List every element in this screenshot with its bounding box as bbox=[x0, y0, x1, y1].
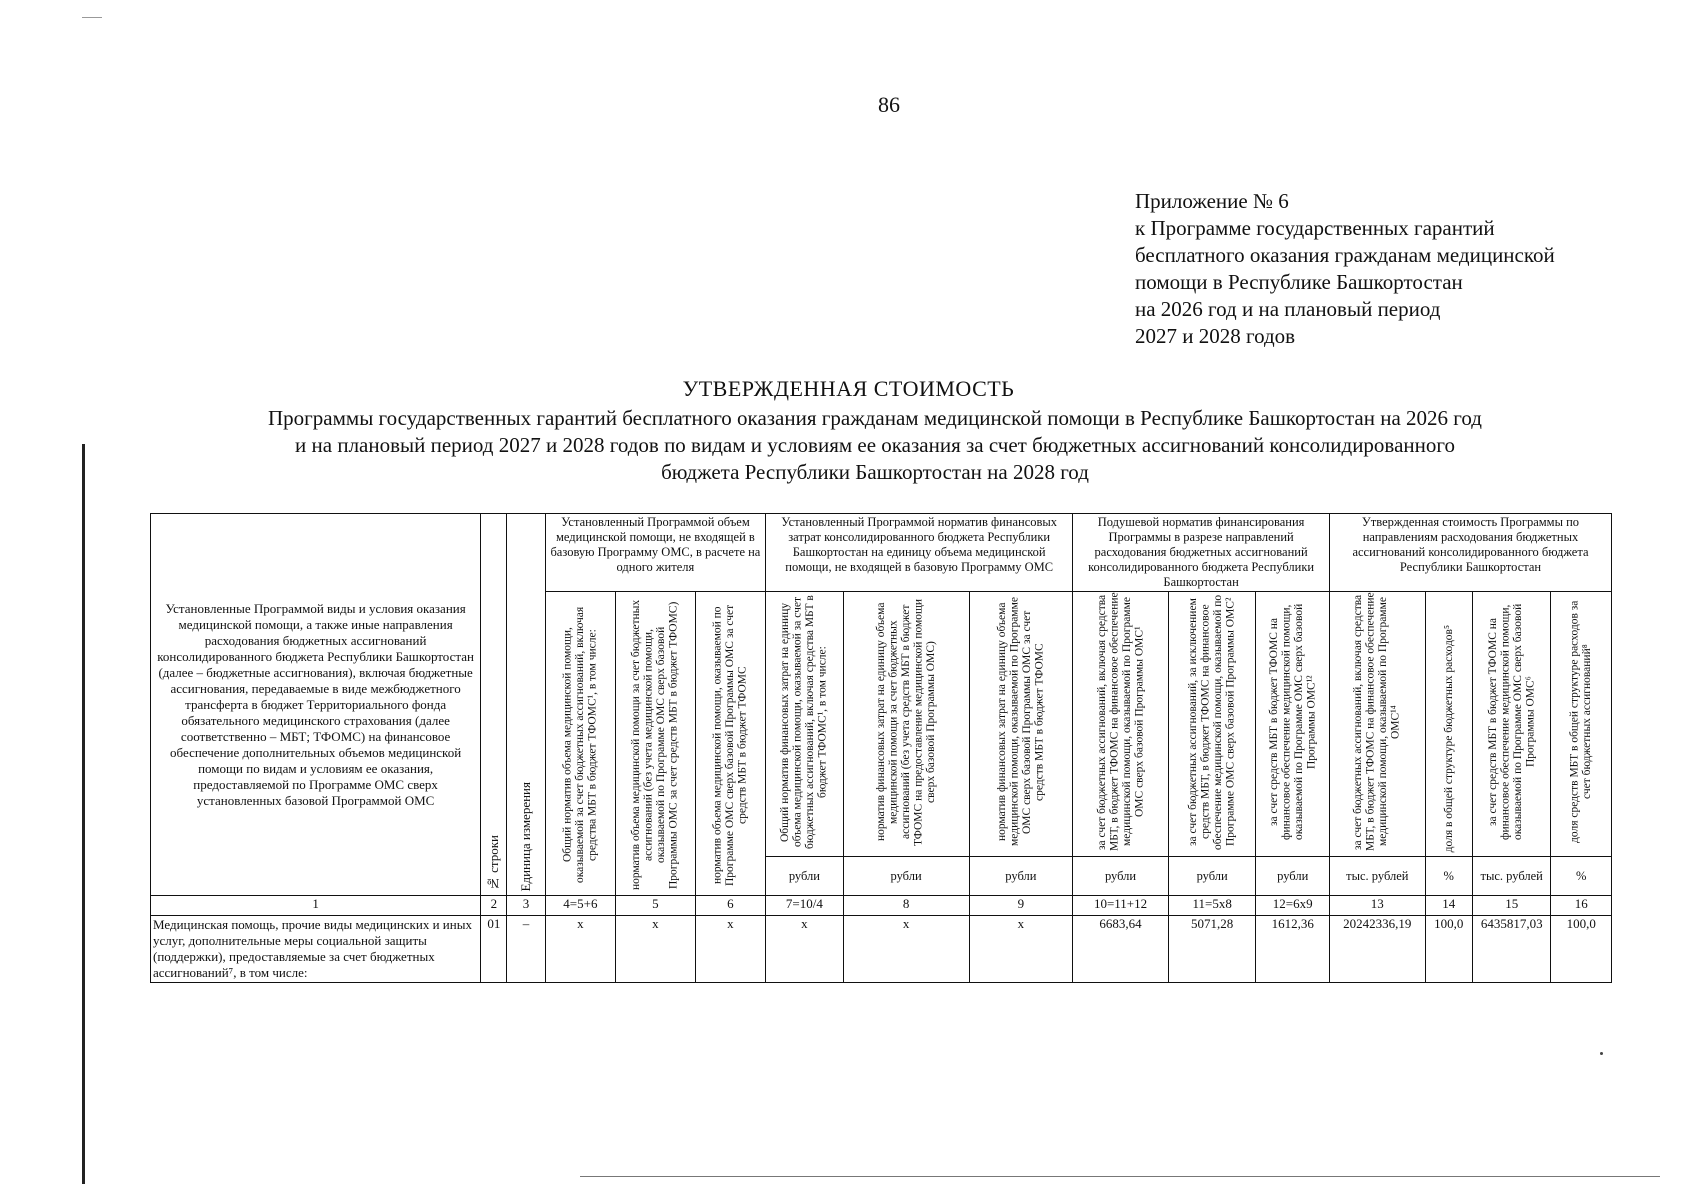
subheader-col14: доля в общей структуре бюджетных расходов⁵ bbox=[1425, 592, 1472, 857]
table-cell: 6435817,03 bbox=[1472, 916, 1551, 983]
col-number: 10=11+12 bbox=[1073, 896, 1169, 916]
table-cell: х bbox=[969, 916, 1073, 983]
col-number: 3 bbox=[507, 896, 545, 916]
scan-speck bbox=[1600, 1052, 1603, 1055]
group-header-cost-norm: Установленный Программой норматив финансовых затрат консолидированного бюджета Республики Башкортостан на единицу объема медицинской помощи, не входящей в базовую Программу ОМС bbox=[766, 514, 1073, 592]
subheader-col16: доля средств МБТ в общей структуре расходов за счет бюджетных ассигнований⁸ bbox=[1551, 592, 1612, 857]
subtitle-line: и на плановый период 2027 и 2028 годов по видам и условиям ее оказания за счет бюджетных ассигнований консолидированного bbox=[295, 433, 1455, 457]
document-subtitle bbox=[180, 405, 1570, 486]
subheader-col7: Общий норматив финансовых затрат на единицу объема медицинской помощи, оказываемой за счет бюджетных ассигнований, включая средства МБТ в бюджет ТФОМС¹, в том числе: bbox=[766, 592, 844, 857]
col1-header: Установленные Программой виды и условия оказания медицинской помощи, а также иные направления расходования бюджетных ассигнований консолидированного бюджета Республики Башкортостан (далее – бюджетные ассигнования), включая бюджетные ассигнования, передаваемые в виде межбюджетного трансферта в бюджет Территориального фонда обязательного медицинского страхования (далее соответственно – МБТ; ТФОМС) на финансовое обеспечение дополнительных объемов медицинской помощи по видам и условиям ее оказания, предоставляемой по Программе ОМС сверх установленных базовой Программой ОМС bbox=[151, 514, 481, 896]
page-number: 86 bbox=[878, 92, 900, 117]
appendix-block bbox=[1135, 188, 1555, 350]
appendix-line: бесплатного оказания гражданам медицинской bbox=[1135, 243, 1555, 267]
table-cell: 5071,28 bbox=[1168, 916, 1256, 983]
table-cell: х bbox=[616, 916, 696, 983]
left-scan-border bbox=[82, 444, 85, 1184]
col-number: 12=6х9 bbox=[1256, 896, 1330, 916]
appendix-line: к Программе государственных гарантий bbox=[1135, 216, 1495, 240]
table-cell: – bbox=[507, 916, 545, 983]
header-row-groups bbox=[151, 514, 1612, 592]
unit-cell: тыс. рублей bbox=[1472, 857, 1551, 896]
col-number: 9 bbox=[969, 896, 1073, 916]
appendix-line: 2027 и 2028 годов bbox=[1135, 324, 1296, 348]
appendix-line: на 2026 год и на плановый период bbox=[1135, 297, 1441, 321]
table-cell: 100,0 bbox=[1425, 916, 1472, 983]
unit-cell: % bbox=[1551, 857, 1612, 896]
unit-cell: рубли bbox=[1168, 857, 1256, 896]
col-number: 2 bbox=[481, 896, 507, 916]
subheader-col4: Общий норматив объема медицинской помощи, оказываемой за счет бюджетных ассигнований, включая средства МБТ в бюджет ТФОМС¹, в том числе: bbox=[545, 592, 615, 896]
row-name: Медицинская помощь, прочие виды медицинских и иных услуг, дополнительные меры социальной защиты (поддержки), предоставляемые за счет бюджетных ассигнований⁷, в том числе: bbox=[151, 916, 481, 983]
column-number-row bbox=[151, 896, 1612, 916]
subheader-col10: за счет бюджетных ассигнований, включая средства МБТ, в бюджет ТФОМС на финансовое обеспечение медицинской помощи, оказываемой по Программе ОМС сверх базовой Программы ОМС¹ bbox=[1073, 592, 1169, 857]
subheader-col13: за счет бюджетных ассигнований, включая средства МБТ, в бюджет ТФОМС на финансовое обеспечение медицинской помощи, оказываемой по Программе ОМС¹⁴ bbox=[1329, 592, 1425, 857]
table-cell: х bbox=[545, 916, 615, 983]
subheader-col8: норматив финансовых затрат на единицу объема медицинской помощи за счет бюджетных ассигнований (без учета средств МБТ в бюджет ТФОМС на предоставление медицинской помощи сверх базовой Программы ОМС) bbox=[843, 592, 969, 857]
table-cell: 01 bbox=[481, 916, 507, 983]
appendix-line: Приложение № 6 bbox=[1135, 189, 1289, 213]
group-header-per-capita: Подушевой норматив финансирования Программы в разрезе направлений расходования бюджетных ассигнований консолидированного бюджета Республики Башкортостан bbox=[1073, 514, 1330, 592]
col-number: 16 bbox=[1551, 896, 1612, 916]
table-cell: 20242336,19 bbox=[1329, 916, 1425, 983]
subheader-col12: за счет средств МБТ в бюджет ТФОМС на финансовое обеспечение медицинской помощи, оказываемой по Программе ОМС сверх базовой Программы ОМС¹² bbox=[1256, 592, 1330, 857]
col-number: 6 bbox=[695, 896, 765, 916]
cost-table bbox=[150, 513, 1612, 983]
top-edge-mark bbox=[82, 17, 102, 18]
col2-header: № строки bbox=[481, 514, 507, 896]
table-cell: х bbox=[766, 916, 844, 983]
col-number: 5 bbox=[616, 896, 696, 916]
group-header-approved-cost: Утвержденная стоимость Программы по направлениям расходования бюджетных ассигнований консолидированного бюджета Республики Башкортостан bbox=[1329, 514, 1611, 592]
subheader-col11: за счет бюджетных ассигнований, за исключением средств МБТ, в бюджет ТФОМС на финансовое обеспечение медицинской помощи, оказываемой по Программе ОМС сверх базовой Программы ОМС² bbox=[1168, 592, 1256, 857]
unit-cell: рубли bbox=[1073, 857, 1169, 896]
unit-cell: тыс. рублей bbox=[1329, 857, 1425, 896]
document-title: УТВЕРЖДЕННАЯ СТОИМОСТЬ bbox=[682, 376, 1015, 401]
table-cell: х bbox=[843, 916, 969, 983]
col-number: 8 bbox=[843, 896, 969, 916]
subheader-col5: норматив объема медицинской помощи за счет бюджетных ассигнований (без учета медицинской помощи, оказываемой по Программе ОМС сверх базовой Программы ОМС за счет средств МБТ в бюджет ТФОМС) bbox=[616, 592, 696, 896]
unit-cell: рубли bbox=[766, 857, 844, 896]
subheader-col9: норматив финансовых затрат на единицу объема медицинской помощи, оказываемой по Программе ОМС сверх базовой Программы ОМС за счет средств МБТ в бюджет ТФОМС bbox=[969, 592, 1073, 857]
col-number: 13 bbox=[1329, 896, 1425, 916]
unit-cell: рубли bbox=[1256, 857, 1330, 896]
table-cell: х bbox=[695, 916, 765, 983]
group-header-volume: Установленный Программой объем медицинской помощи, не входящей в базовую Программу ОМС, в расчете на одного жителя bbox=[545, 514, 765, 592]
col-number: 14 bbox=[1425, 896, 1472, 916]
table-cell: 6683,64 bbox=[1073, 916, 1169, 983]
subtitle-line: Программы государственных гарантий бесплатного оказания гражданам медицинской помощи в Республике Башкортостан на 2026 год bbox=[268, 406, 1482, 430]
appendix-line: помощи в Республике Башкортостан bbox=[1135, 270, 1463, 294]
table-cell: 100,0 bbox=[1551, 916, 1612, 983]
subtitle-line: бюджета Республики Башкортостан на 2028 год bbox=[661, 460, 1089, 484]
col-number: 15 bbox=[1472, 896, 1551, 916]
col-number: 11=5х8 bbox=[1168, 896, 1256, 916]
table-row bbox=[151, 916, 1612, 983]
unit-cell: % bbox=[1425, 857, 1472, 896]
subheader-col6: норматив объема медицинской помощи, оказываемой по Программе ОМС сверх базовой Программы ОМС за счет средств МБТ в бюджет ТФОМС bbox=[695, 592, 765, 896]
unit-cell: рубли bbox=[843, 857, 969, 896]
col-number: 7=10/4 bbox=[766, 896, 844, 916]
unit-cell: рубли bbox=[969, 857, 1073, 896]
table-cell: 1612,36 bbox=[1256, 916, 1330, 983]
bottom-scan-line bbox=[580, 1176, 1660, 1177]
col3-header: Единица измерения bbox=[507, 514, 545, 896]
col-number: 1 bbox=[151, 896, 481, 916]
col-number: 4=5+6 bbox=[545, 896, 615, 916]
subheader-col15: за счет средств МБТ в бюджет ТФОМС на финансовое обеспечение медицинской помощи, оказываемой по Программе ОМС сверх базовой Программы ОМС⁶ bbox=[1472, 592, 1551, 857]
